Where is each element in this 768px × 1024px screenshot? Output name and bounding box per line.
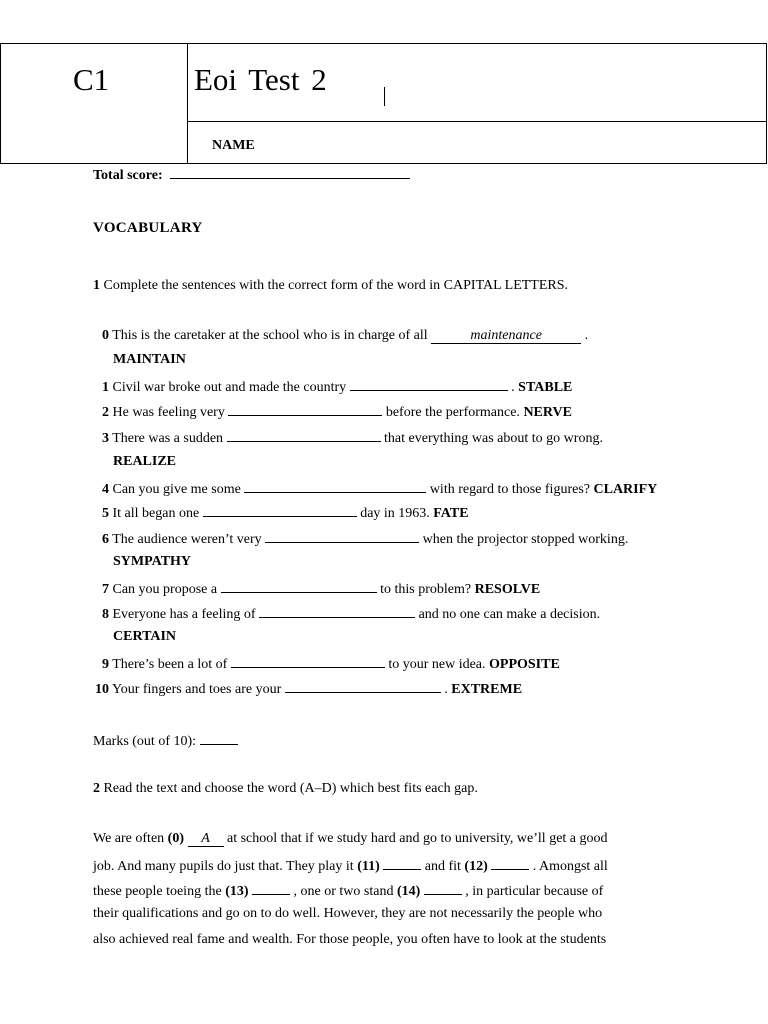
item-keyword: OPPOSITE	[489, 657, 560, 672]
item-keyword: CERTAIN	[113, 629, 177, 644]
answer-blank[interactable]	[228, 402, 382, 416]
name-field-label: NAME	[212, 138, 255, 153]
item-text-after: .	[507, 380, 519, 395]
passage-line-1	[93, 831, 608, 847]
item-text: Can you give me some	[112, 482, 241, 497]
item-number: 7	[102, 582, 109, 597]
exercise-item-9	[95, 654, 560, 674]
item-number: 4	[102, 482, 109, 497]
item-number: 0	[102, 328, 109, 343]
passage-line-5: also achieved real fame and wealth. For those people, you often have to look at the students	[93, 932, 607, 947]
item-keyword: FATE	[433, 506, 469, 521]
exercise-item-4	[95, 479, 657, 499]
item-text: It all began one	[112, 506, 200, 521]
exercise-item-8	[95, 604, 600, 624]
item-keyword: CLARIFY	[593, 482, 658, 497]
gap-number: (14)	[396, 884, 421, 899]
answer-blank[interactable]	[265, 529, 419, 543]
gap-blank[interactable]	[424, 881, 462, 895]
item-text: He was feeling very	[112, 405, 225, 420]
gap-blank[interactable]	[491, 856, 529, 870]
exercise-item-5	[95, 503, 469, 523]
passage-text: , in particular because of	[461, 884, 604, 899]
item-text: Can you propose a	[112, 582, 218, 597]
exercise-item-6	[95, 529, 628, 549]
item-text-after: day in 1963.	[356, 506, 434, 521]
exercise-item-10	[93, 679, 522, 699]
answer-blank[interactable]	[244, 479, 426, 493]
header-box	[0, 43, 767, 164]
level-label: C1	[73, 62, 110, 97]
item-text-after: to this problem?	[376, 582, 475, 597]
passage-text: and fit	[421, 859, 465, 874]
passage-text: . Amongst all	[529, 859, 608, 874]
item-keyword: RESOLVE	[474, 582, 541, 597]
exercise-number: 2	[93, 781, 100, 796]
exercise-item-2	[95, 402, 572, 422]
passage-line-3	[93, 881, 603, 900]
total-score-label: Total score:	[93, 168, 163, 183]
item-number: 9	[102, 657, 109, 672]
answer-blank[interactable]	[259, 604, 415, 618]
exercise-item-3	[95, 428, 603, 448]
item-text-after: to your new idea.	[384, 657, 490, 672]
header-divider-horizontal	[187, 121, 766, 122]
item-keyword: STABLE	[518, 380, 573, 395]
item-keyword: NERVE	[523, 405, 572, 420]
exercise-item-0	[95, 327, 588, 345]
item-text-after: that everything was about to go wrong.	[380, 431, 603, 446]
item-text: There was a sudden	[112, 431, 224, 446]
item-number: 5	[102, 506, 109, 521]
test-title: Eoi Test 2	[194, 62, 327, 97]
item-text: The audience weren’t very	[112, 532, 262, 547]
marks-blank[interactable]	[200, 731, 238, 745]
item-text-after: when the projector stopped working.	[419, 532, 629, 547]
answer-blank[interactable]	[285, 679, 441, 693]
marks-label: Marks (out of 10):	[93, 734, 197, 749]
item-number: 3	[102, 431, 109, 446]
item-text: Your fingers and toes are your	[111, 682, 282, 697]
item-text-after: .	[581, 328, 589, 343]
text-cursor	[384, 87, 385, 106]
answer-blank[interactable]	[231, 654, 385, 668]
item-text-after: and no one can make a decision.	[415, 607, 601, 622]
passage-text: , one or two stand	[290, 884, 397, 899]
marks-row	[93, 731, 238, 751]
item-text-after: with regard to those figures?	[426, 482, 594, 497]
answer-blank[interactable]	[203, 503, 357, 517]
item-text-after: .	[440, 682, 452, 697]
item-keyword: EXTREME	[451, 682, 523, 697]
gap-number: (11)	[357, 859, 380, 874]
example-answer: A	[188, 832, 224, 847]
item-text: Everyone has a feeling of	[112, 607, 256, 622]
gap-number: (13)	[225, 884, 249, 899]
passage-text: at school that if we study hard and go to university, we’ll get a good	[223, 831, 608, 846]
passage-text: these people toeing the	[93, 884, 226, 899]
passage-text: job. And many pupils do just that. They play it	[93, 859, 358, 874]
answer-blank[interactable]	[227, 428, 381, 442]
passage-text: We are often	[93, 831, 168, 846]
gap-blank[interactable]	[252, 881, 290, 895]
total-score-blank[interactable]	[170, 165, 410, 179]
answer-blank[interactable]	[221, 579, 377, 593]
instruction-text: Read the text and choose the word (A–D) which best fits each gap.	[103, 781, 478, 796]
exercise-item-7	[95, 579, 540, 599]
item-keyword: MAINTAIN	[113, 352, 186, 367]
gap-number: (12)	[464, 859, 488, 874]
total-score-row	[93, 165, 410, 185]
item-text: This is the caretaker at the school who is in charge of all	[112, 328, 428, 343]
item-text-after: before the performance.	[382, 405, 524, 420]
passage-line-4: their qualifications and go on to do well. However, they are not necessarily the people who	[93, 906, 603, 921]
item-number: 8	[102, 607, 109, 622]
item-text: Civil war broke out and made the country	[112, 380, 347, 395]
example-answer: maintenance	[431, 329, 581, 344]
answer-blank[interactable]	[350, 377, 508, 391]
instruction-text: Complete the sentences with the correct form of the word in CAPITAL LETTERS.	[103, 278, 569, 293]
item-number: 6	[102, 532, 109, 547]
item-number: 10	[95, 682, 109, 697]
gap-blank[interactable]	[383, 856, 421, 870]
item-text: There’s been a lot of	[112, 657, 228, 672]
item-number: 1	[102, 380, 109, 395]
exercise-1-instruction	[93, 277, 568, 295]
section-heading-vocabulary: VOCABULARY	[93, 220, 203, 236]
exercise-2-instruction	[93, 780, 478, 798]
gap-number: (0)	[167, 831, 184, 846]
item-keyword: SYMPATHY	[113, 554, 192, 569]
item-number: 2	[102, 405, 109, 420]
exercise-item-1	[95, 377, 572, 397]
header-divider-vertical	[187, 44, 188, 163]
passage-line-2	[93, 856, 608, 875]
exercise-number: 1	[93, 278, 100, 293]
item-keyword: REALIZE	[113, 454, 177, 469]
